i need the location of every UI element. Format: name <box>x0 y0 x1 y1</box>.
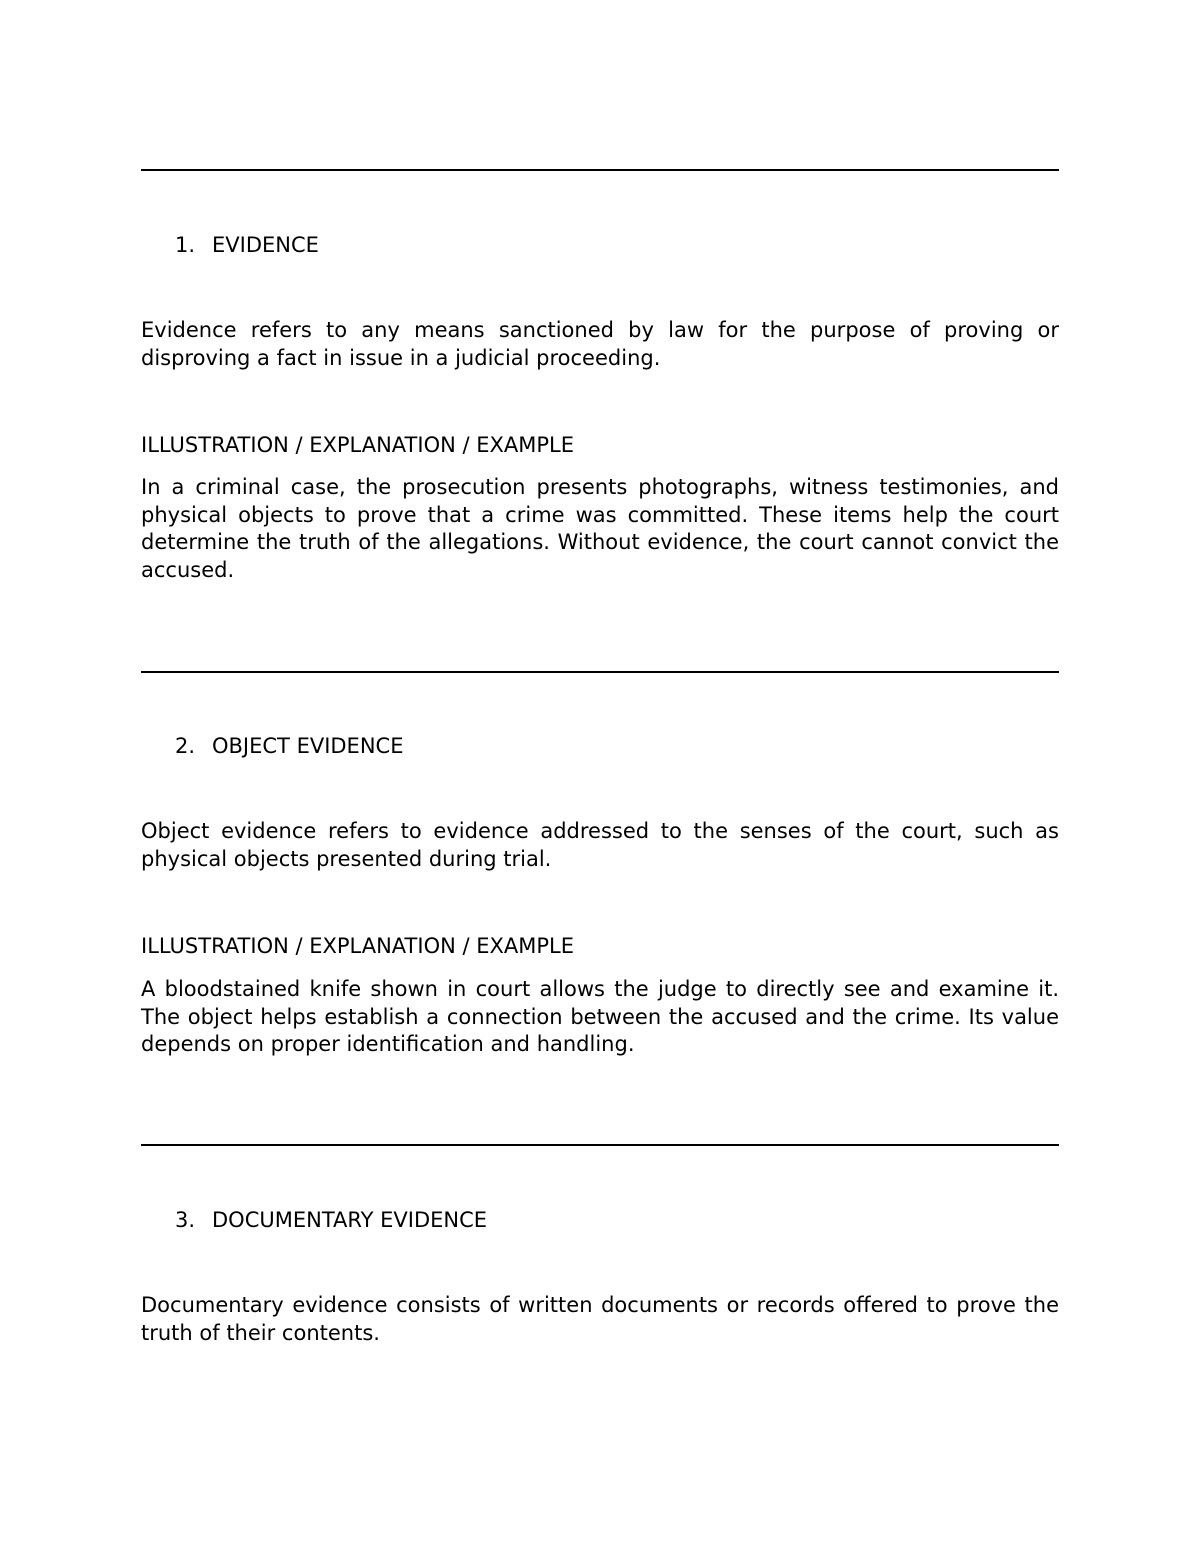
illustration-label: ILLUSTRATION / EXPLANATION / EXAMPLE <box>141 433 575 457</box>
illustration-paragraph: A bloodstained knife shown in court allows the judge to directly see and examine it. The object helps establish a connection between the accused and the crime. Its value depends on proper identification and handling. <box>141 977 1059 1056</box>
definition-paragraph: Evidence refers to any means sanctioned by law for the purpose of proving or disproving a fact in issue in a judicial proceeding. <box>141 318 1059 370</box>
section-number: 3. <box>175 1208 196 1232</box>
section-title: OBJECT EVIDENCE <box>212 734 404 758</box>
section-heading <box>175 231 319 259</box>
section-heading <box>175 1206 487 1234</box>
section-divider <box>141 671 1059 673</box>
section-title: EVIDENCE <box>212 233 319 257</box>
definition-paragraph: Object evidence refers to evidence addressed to the senses of the court, such as physical objects presented during trial. <box>141 819 1059 871</box>
section-divider <box>141 1144 1059 1146</box>
illustration-paragraph: In a criminal case, the prosecution presents photographs, witness testimonies, and physical objects to prove that a crime was committed. These items help the court determine the truth of the allegations. Without evidence, the court cannot convict the accused. <box>141 475 1059 582</box>
section-title: DOCUMENTARY EVIDENCE <box>212 1208 488 1232</box>
illustration-label: ILLUSTRATION / EXPLANATION / EXAMPLE <box>141 934 575 958</box>
section-number: 2. <box>175 734 196 758</box>
section-number: 1. <box>175 233 196 257</box>
section-divider <box>141 169 1059 171</box>
section-heading <box>175 732 403 760</box>
definition-paragraph: Documentary evidence consists of written documents or records offered to prove the truth of their contents. <box>141 1293 1059 1345</box>
